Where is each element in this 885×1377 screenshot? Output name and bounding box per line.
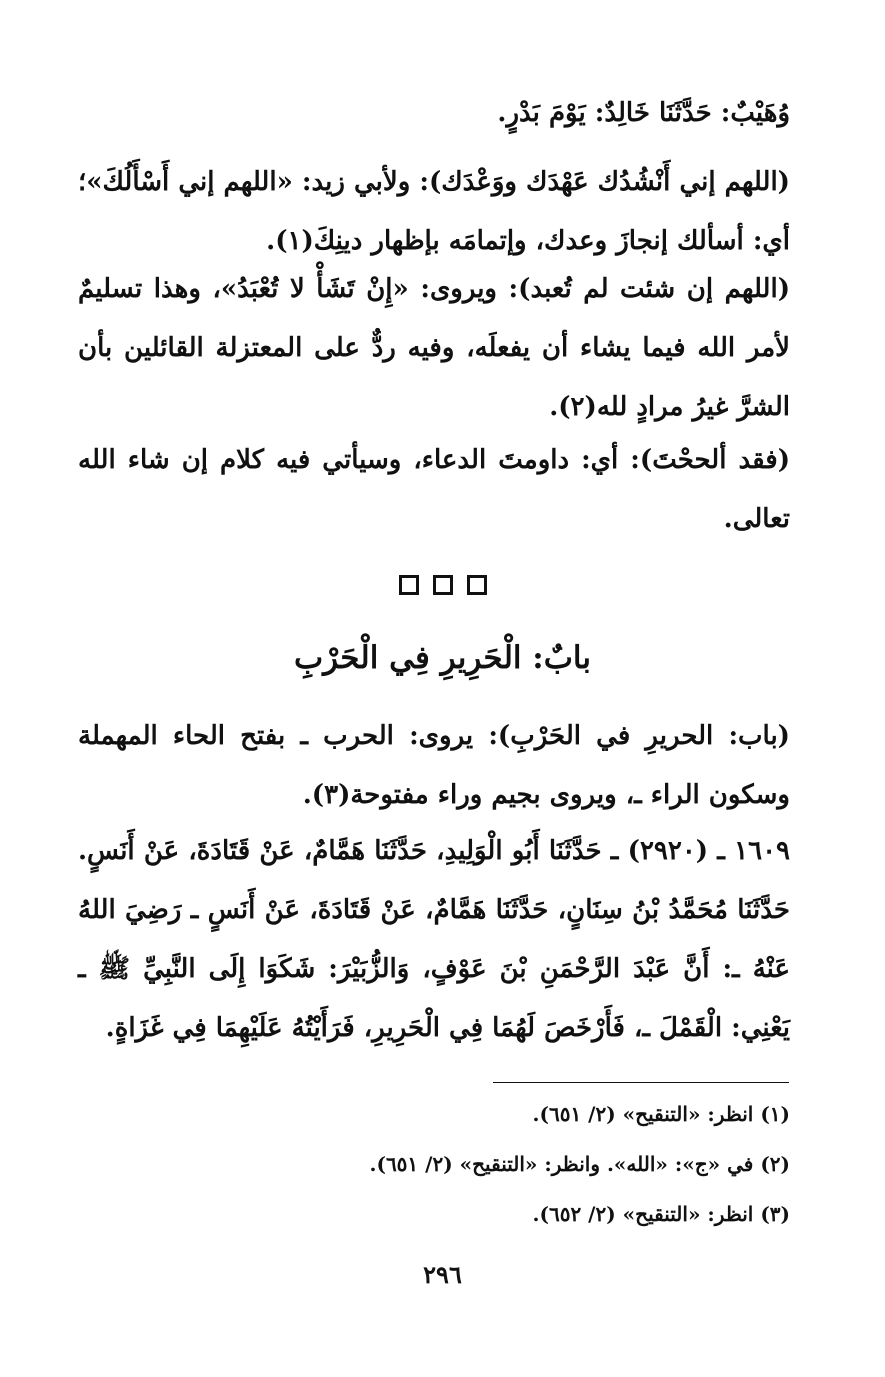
footnote-2: (٢) في «ج»: «الله». وانظر: «التنقيح» (٢/ ٦٥١). bbox=[369, 1152, 790, 1176]
footnote-divider bbox=[493, 1082, 789, 1083]
paragraph-alhahta: (فقد ألححْتَ): أي: داومتَ الدعاء، وسيأتي فيه كلام إن شاء الله تعالى. bbox=[78, 445, 790, 534]
separator-square-icon bbox=[399, 575, 419, 595]
footnote-3: (٣) انظر: «التنقيح» (٢/ ٦٥٢). bbox=[532, 1202, 790, 1226]
paragraph-hadith-1609: ١٦٠٩ ـ (٢٩٢٠) ـ حَدَّثَنَا أَبُو الْوَلِيدِ، حَدَّثَنَا هَمَّامٌ، عَنْ قَتَادَةَ، عَنْ أَنَسٍ. حَدَّثَنَا مُحَمَّدُ بْنُ سِنَانٍ، حَدَّثَنَا هَمَّامٌ، عَنْ قَتَادَةَ، عَنْ أَنَسٍ ـ رَضِيَ اللهُ عَنْهُ ـ: أَنَّ عَبْدَ الرَّحْمَنِ بْنَ عَوْفٍ، وَالزُّبَيْرَ: شَكَوَا إِلَى النَّبِيِّ ﷺ ـ يَعْنِي: الْقَمْلَ ـ، فَأَرْخَصَ لَهُمَا فِي الْحَرِيرِ، فَرَأَيْتُهُ عَلَيْهِمَا فِي غَزَاةٍ. bbox=[78, 836, 790, 1043]
paragraph-in-shi-ta: (اللهم إن شئت لم تُعبد): ويروى: «إِنْ تَشَأْ لا تُعْبَدُ»، وهذا تسليمٌ لأمر الله فيما يشاء أن يفعلَه، وفيه ردٌّ على المعتزلة القائلين بأن الشرَّ غيرُ مرادٍ لله(٢). bbox=[78, 274, 790, 422]
page-number: ٢٩٦ bbox=[423, 1260, 462, 1289]
footnote-1: (١) انظر: «التنقيح» (٢/ ٦٥١). bbox=[532, 1102, 790, 1126]
paragraph-intro: وُهَيْبٌ: حَدَّثَنَا خَالِدٌ: يَوْمَ بَدْرٍ. bbox=[497, 98, 790, 128]
paragraph-bab-explanation: (باب: الحريرِ في الحَرْبِ): يروى: الحرب ـ بفتح الحاء المهملة وسكون الراء ـ، ويروى بجيم وراء مفتوحة(٣). bbox=[78, 721, 790, 810]
section-title: بابٌ: الْحَرِيرِ فِي الْحَرْبِ bbox=[294, 640, 591, 676]
separator-square-icon bbox=[467, 575, 487, 595]
separator-square-icon bbox=[433, 575, 453, 595]
section-separator bbox=[0, 575, 885, 595]
paragraph-allahumma-anshuduk: (اللهم إني أَنْشُدُك عَهْدَك ووَعْدَك): ولأبي زيد: «اللهم إني أَسْأَلُكَ»؛ أي: أسألك إنجازَ وعدك، وإتمامَه بإظهار دينِكَ(١). bbox=[78, 167, 790, 256]
